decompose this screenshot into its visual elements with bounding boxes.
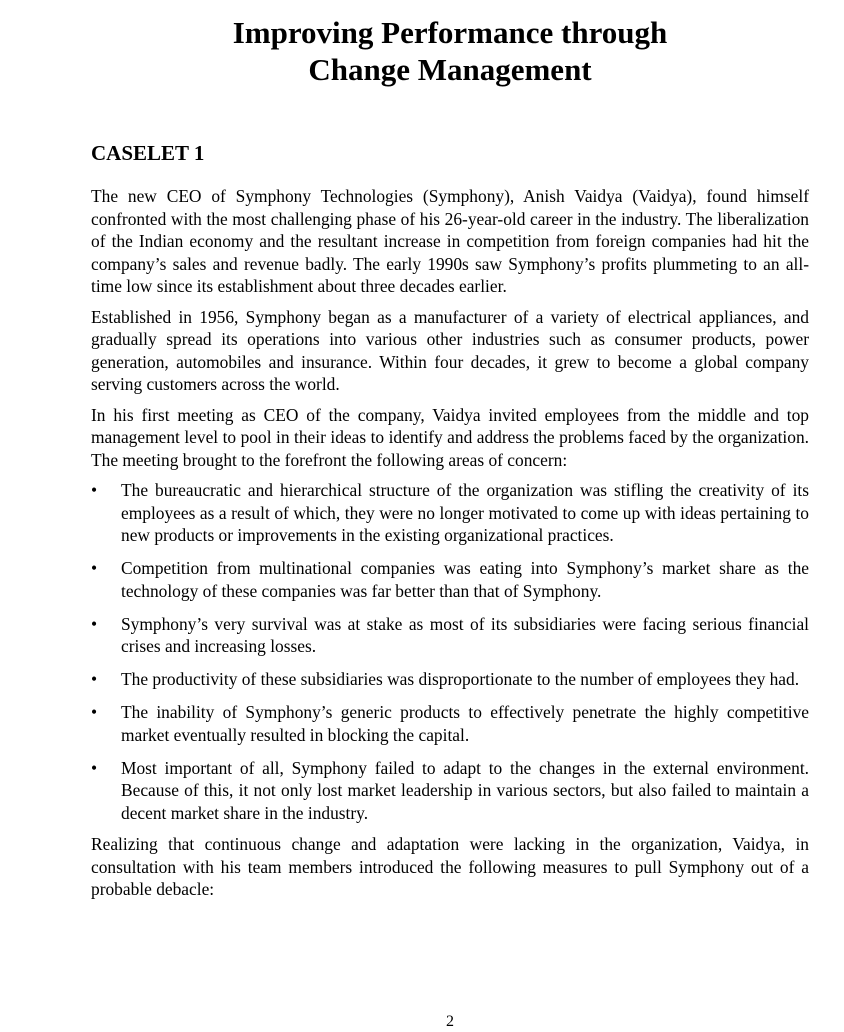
paragraph-history: Established in 1956, Symphony began as a manufacturer of a variety of electrical appliances, and gradually spread its operations into various other industries such as consumer products, power generation, automobiles and insurance. Within four decades, it grew to become a global company serving customers across the world.: [91, 306, 809, 394]
paragraph-meeting: In his first meeting as CEO of the company, Vaidya invited employees from the middle and top management level to pool in their ideas to identify and address the problems faced by the organization. The meeting brought to the forefront the following areas of concern:: [91, 404, 809, 470]
page-title: [0, 14, 844, 88]
list-item-text: Symphony’s very survival was at stake as most of its subsidiaries were facing serious financial crises and increasing losses.: [121, 613, 809, 656]
page-title-line-2: Change Management: [308, 52, 592, 87]
bullet-icon: •: [91, 669, 98, 689]
paragraph-measures: Realizing that continuous change and adaptation were lacking in the organization, Vaidya, in consultation with his team members introduced the following measures to pull Symphony out of a probable debacle:: [91, 834, 809, 899]
list-item-text: Competition from multinational companies was eating into Symphony’s market share as the technology of these companies was far better than that of Symphony.: [121, 558, 809, 601]
body-text: [91, 185, 809, 909]
list-item-text: The productivity of these subsidiaries was disproportionate to the number of employees they had.: [121, 669, 800, 689]
list-item-text: Most important of all, Symphony failed to adapt to the changes in the external environment. Because of this, it not only lost market leadership in various sectors, but also failed to maintain a decent market share in the industry.: [121, 757, 809, 823]
bullet-icon: •: [91, 613, 98, 634]
section-heading: CASELET 1: [91, 141, 205, 165]
page-title-line-1: Improving Performance through: [232, 15, 668, 50]
list-item: [91, 668, 809, 691]
list-item: [91, 479, 809, 547]
bullet-icon: •: [91, 702, 98, 722]
bullet-icon: •: [91, 757, 98, 778]
list-item: [91, 701, 809, 746]
concerns-list: [91, 479, 809, 824]
bullet-icon: •: [91, 480, 98, 500]
bullet-icon: •: [91, 558, 98, 578]
list-item: [91, 613, 809, 658]
list-item-text: The inability of Symphony’s generic products to effectively penetrate the highly competitive market eventually resulted in blocking the capital.: [121, 702, 809, 745]
list-item: [91, 557, 809, 602]
page-number: 2: [446, 1013, 454, 1030]
list-item-text: The bureaucratic and hierarchical structure of the organization was stifling the creativity of its employees as a result of which, they were no longer motivated to come up with ideas pertaining to new products or improvements in the existing organizational practices.: [121, 480, 809, 545]
list-item: [91, 757, 809, 825]
paragraph-intro: The new CEO of Symphony Technologies (Symphony), Anish Vaidya (Vaidya), found himself confronted with the most challenging phase of his 26-year-old career in the industry. The liberalization of the Indian economy and the resultant increase in competition from foreign companies had hit the company’s sales and revenue badly. The early 1990s saw Symphony’s profits plummeting to an all-time low since its establishment about three decades earlier.: [91, 186, 809, 296]
